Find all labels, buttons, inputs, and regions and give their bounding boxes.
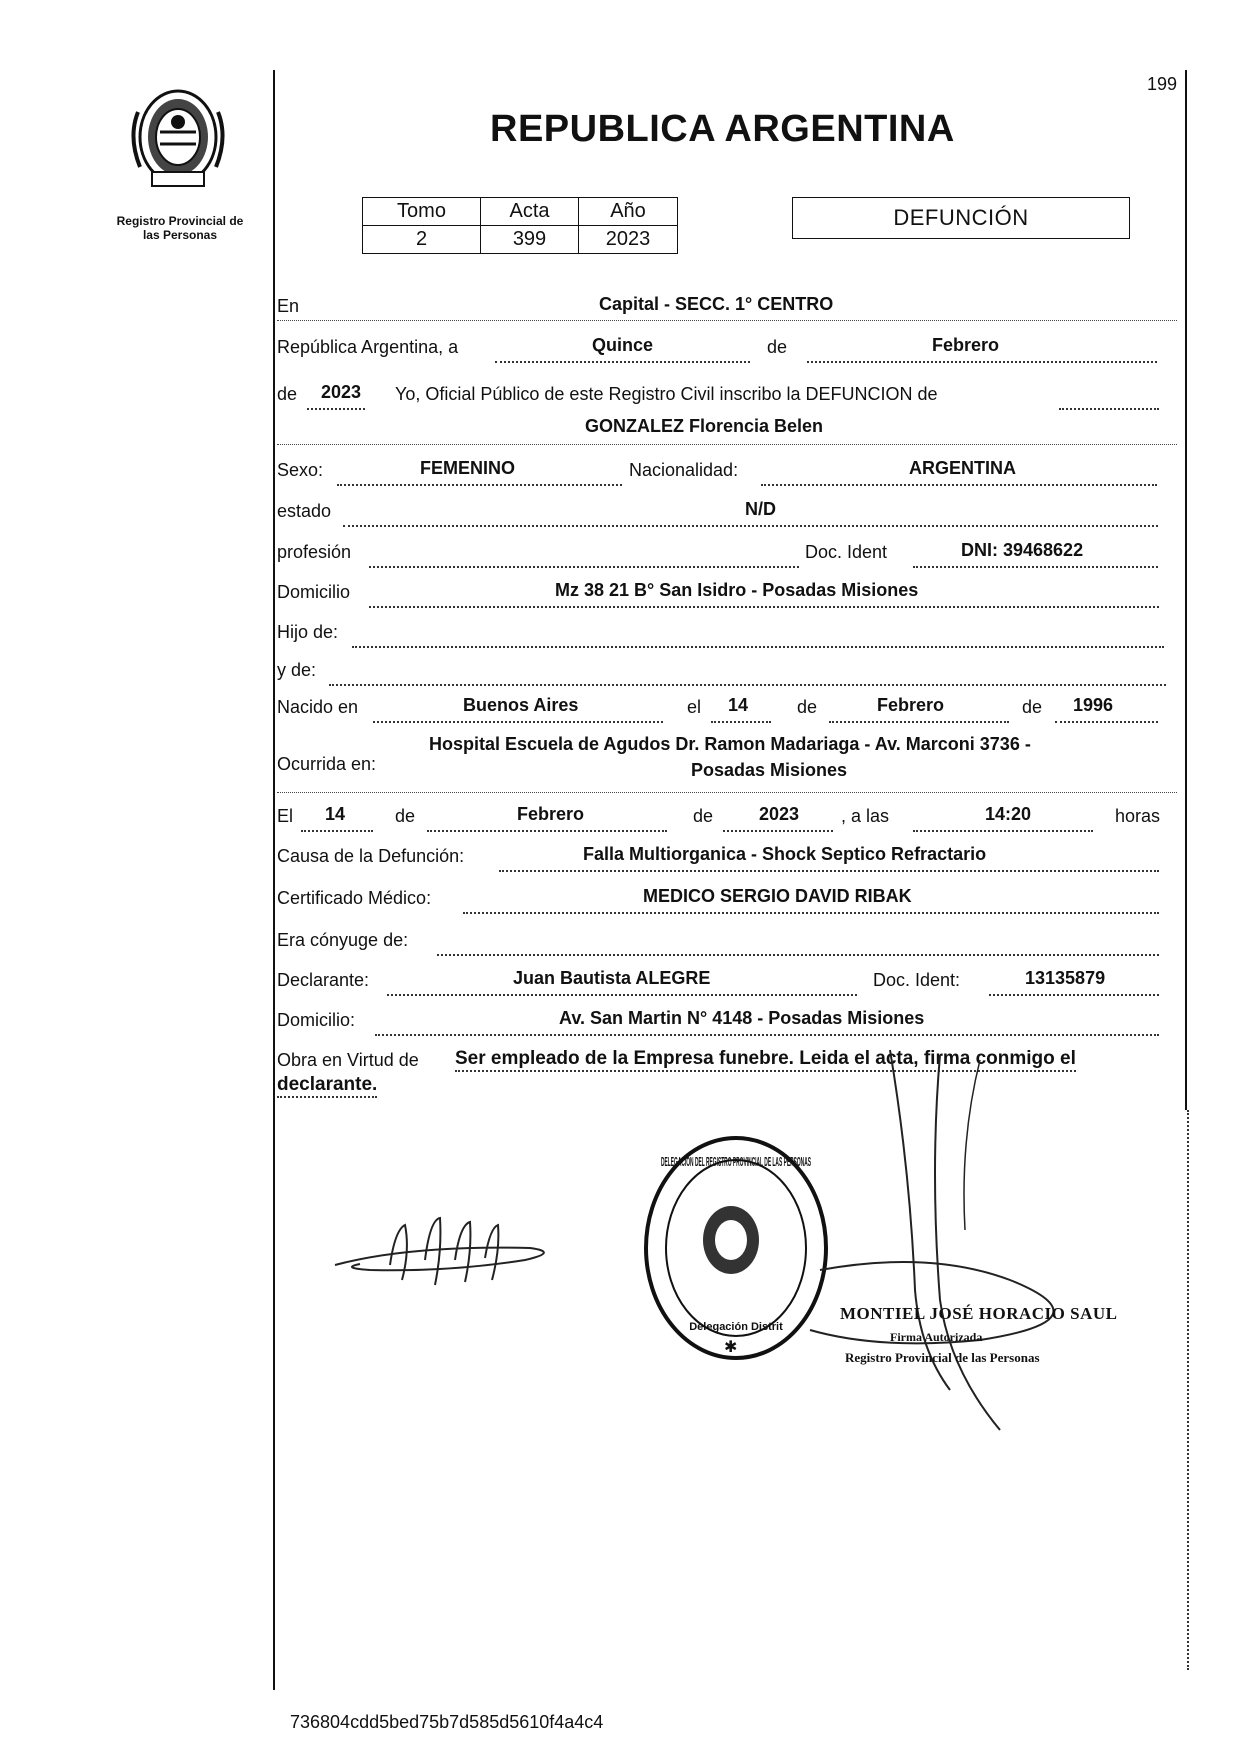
row-profesion [277, 538, 1177, 568]
doc-value: DNI: 39468622 [961, 540, 1084, 560]
def-de2: de [693, 806, 714, 826]
def-hora-line [913, 830, 1093, 832]
nac-mes: Febrero [877, 695, 945, 715]
def-de1: de [395, 806, 416, 826]
estado-line [343, 525, 1158, 527]
year: 2023 [321, 382, 362, 402]
declarante-label: Declarante: [277, 970, 370, 990]
acta-value-tomo: 2 [363, 226, 481, 254]
doc-label: Doc. Ident [805, 542, 888, 562]
ocurrida-line2: Posadas Misiones [691, 760, 848, 780]
nac-label: Nacionalidad: [629, 460, 739, 480]
horas-label: horas [1115, 806, 1161, 826]
right-margin-line [1185, 70, 1187, 1110]
row-conyuge [277, 926, 1177, 956]
day-line [495, 361, 750, 363]
rep-label: República Argentina, a [277, 337, 459, 357]
def-anio: 2023 [759, 804, 800, 824]
row-ocurrida [277, 732, 1177, 793]
def-hora: 14:20 [985, 804, 1032, 824]
hijo-label: Hijo de: [277, 622, 339, 642]
row-decl-domicilio [277, 1006, 1177, 1036]
en-label: En [277, 296, 300, 316]
nac-anio: 1996 [1073, 695, 1114, 715]
hijo-line [352, 646, 1164, 648]
profesion-label: profesión [277, 542, 352, 562]
ocurrida-label: Ocurrida en: [277, 754, 377, 774]
def-anio-line [723, 830, 833, 832]
ocurrida-line1: Hospital Escuela de Agudos Dr. Ramon Madariaga - Av. Marconi 3736 - [429, 734, 1031, 754]
profesion-line [369, 566, 799, 568]
org-line1: Registro Provincial de [116, 214, 244, 228]
de-label-2: de [277, 384, 298, 404]
declarant-signature [330, 1210, 560, 1300]
conyuge-line [437, 954, 1159, 956]
def-mes-line [427, 830, 667, 832]
nac-line [761, 484, 1157, 486]
domicilio-value: Mz 38 21 B° San Isidro - Posadas Misiones [555, 580, 919, 600]
row-name [277, 416, 1177, 445]
seal-text: DELEGACION DEL REGISTRO PROVINCIAL DE LAS PERSONAS [661, 1154, 812, 1169]
row-estado [277, 497, 1177, 527]
yde-label: y de: [277, 660, 317, 680]
obra-value: Ser empleado de la Empresa funebre. Leida el acta, firma conmigo el [455, 1048, 1076, 1072]
decl-dom-label: Domicilio: [277, 1010, 356, 1030]
nac-dia-line [711, 721, 771, 723]
inscribo-text: Yo, Oficial Público de este Registro Civil inscribo la DEFUNCION de [395, 384, 938, 404]
obra-label: Obra en Virtud de [277, 1050, 419, 1070]
row-inscribo [277, 380, 1177, 410]
yde-line [329, 684, 1166, 686]
nac-de2: de [1022, 697, 1043, 717]
sexo-line [337, 484, 622, 486]
obra-value-2: declarante. [277, 1074, 377, 1098]
org-name [104, 214, 256, 242]
doc-line [913, 566, 1158, 568]
document-hash: 736804cdd5bed75b7d585d5610f4a4c4 [290, 1712, 604, 1732]
sexo-label: Sexo: [277, 460, 324, 480]
official-org: Registro Provincial de las Personas [845, 1350, 1040, 1365]
month-line [807, 361, 1157, 363]
el2-label: El [277, 806, 294, 826]
decl-doc-label: Doc. Ident: [873, 970, 961, 990]
inscribo-line [1059, 408, 1159, 410]
causa-line [499, 870, 1159, 872]
row-domicilio [277, 578, 1177, 608]
nac-de1: de [797, 697, 818, 717]
nac-dia: 14 [728, 695, 749, 715]
acta-header-anio: Año [579, 198, 678, 226]
deceased-name: GONZALEZ Florencia Belen [585, 416, 824, 436]
declarante-value: Juan Bautista ALEGRE [513, 968, 711, 988]
domicilio-line [369, 606, 1159, 608]
acta-value-acta: 399 [481, 226, 579, 254]
conyuge-label: Era cónyuge de: [277, 930, 409, 950]
row-yde [277, 656, 1177, 686]
cert-value: MEDICO SERGIO DAVID RIBAK [643, 886, 912, 906]
causa-label: Causa de la Defunción: [277, 846, 465, 866]
declarante-line [387, 994, 857, 996]
cert-label: Certificado Médico: [277, 888, 432, 908]
row-en [277, 292, 1177, 321]
de-label: de [767, 337, 788, 357]
row-causa [277, 842, 1177, 872]
causa-value: Falla Multiorganica - Shock Septico Refractario [583, 844, 987, 864]
nacido-lugar: Buenos Aires [463, 695, 579, 715]
nac-mes-line [829, 721, 1009, 723]
official-name: MONTIEL JOSÉ HORACIO SAUL [840, 1304, 1118, 1323]
row-nacido [277, 693, 1177, 723]
decl-dom-line [375, 1034, 1159, 1036]
acta-header-acta: Acta [481, 198, 579, 226]
def-dia-line [301, 830, 373, 832]
estado-value: N/D [745, 499, 776, 519]
en-value: Capital - SECC. 1° CENTRO [599, 294, 834, 314]
sexo-value: FEMENINO [420, 458, 516, 478]
nac-anio-line [1055, 721, 1158, 723]
row-hijo [277, 618, 1177, 648]
misiones-emblem-icon [118, 82, 238, 192]
year-line [307, 408, 365, 410]
acta-header-tomo: Tomo [363, 198, 481, 226]
page-number: 199 [1147, 74, 1178, 94]
decl-doc-line [989, 994, 1159, 996]
row-certificado [277, 884, 1177, 914]
acta-table [362, 197, 678, 254]
doc-type-box: DEFUNCIÓN [792, 197, 1130, 239]
row-declarante [277, 966, 1177, 996]
def-mes: Febrero [517, 804, 585, 824]
right-margin-dotted-line [1187, 1110, 1189, 1670]
row-fecha [277, 333, 1177, 363]
row-defuncion-fecha [277, 802, 1187, 832]
official-signature [780, 1050, 1120, 1450]
nacido-lugar-line [373, 721, 663, 723]
cert-line [463, 912, 1159, 914]
month: Febrero [932, 335, 1000, 355]
page-title: REPUBLICA ARGENTINA [490, 108, 955, 150]
estado-label: estado [277, 501, 332, 521]
el-label: el [687, 697, 702, 717]
decl-dom-value: Av. San Martin N° 4148 - Posadas Misiones [559, 1008, 925, 1028]
acta-value-anio: 2023 [579, 226, 678, 254]
def-dia: 14 [325, 804, 346, 824]
seal-sub: Delegación Distrit [689, 1321, 783, 1333]
nacido-label: Nacido en [277, 697, 359, 717]
seal-star-icon: ✱ [724, 1339, 738, 1356]
official-role: Firma Autorizada [890, 1330, 983, 1344]
left-margin-line [273, 70, 275, 1690]
alas-label: , a las [841, 806, 890, 826]
decl-doc-value: 13135879 [1025, 968, 1106, 988]
row-sexo [277, 456, 1177, 486]
domicilio-label: Domicilio [277, 582, 351, 602]
org-line2: las Personas [142, 228, 218, 242]
nac-value: ARGENTINA [909, 458, 1016, 478]
day-word: Quince [592, 335, 654, 355]
